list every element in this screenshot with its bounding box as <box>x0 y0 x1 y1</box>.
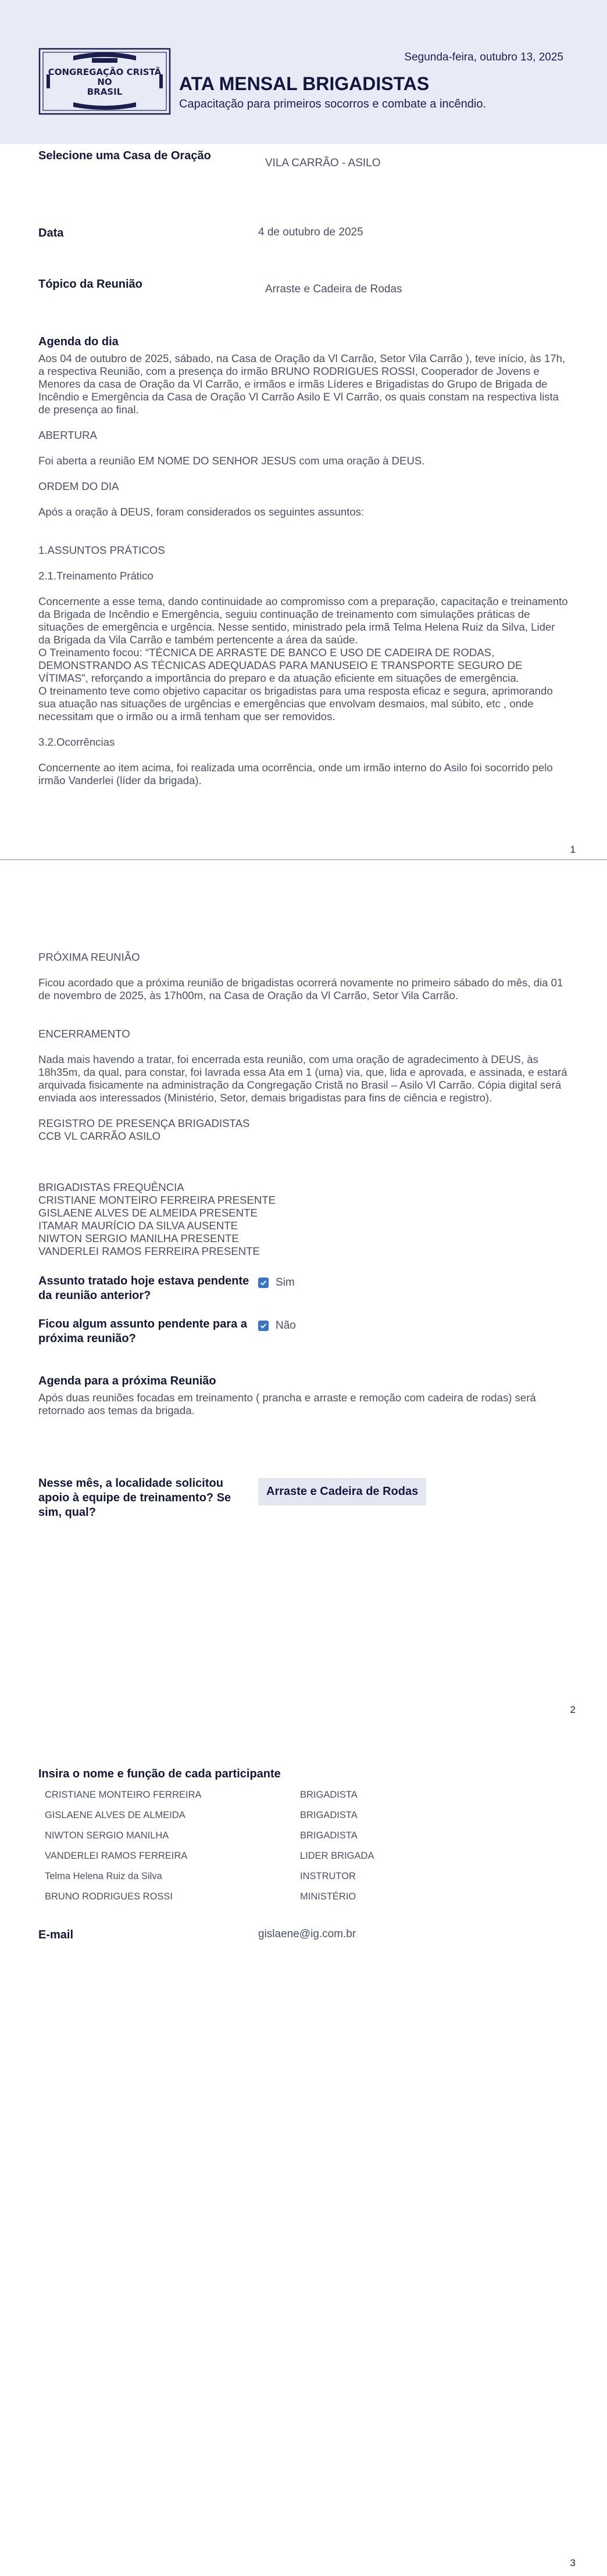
next-agenda-label: Agenda para a próxima Reunião <box>38 1375 216 1387</box>
paragraph <box>38 723 569 736</box>
paragraph: O Treinamento focou: “TÉCNICA DE ARRASTE DE BANCO E USO DE CADEIRA DE RODAS, DEMONSTRANDO AS TÉCNICAS ADEQUADAS PARA MANUSEIO E TRANSPORTE SEGURO DE VÍTIMAS”, reforçando a importância do preparo e da atuação eficiente em situações de emergência. <box>38 646 523 684</box>
paragraph <box>38 964 569 976</box>
agenda-text-page2 <box>38 951 569 1258</box>
paragraph <box>38 582 569 595</box>
paragraph <box>38 442 569 455</box>
page-1 <box>0 0 607 860</box>
topico-value: Arraste e Cadeira de Rodas <box>265 283 402 295</box>
paragraph <box>38 531 569 544</box>
paragraph <box>38 1040 569 1053</box>
page-number: 2 <box>570 1704 576 1715</box>
paragraph <box>38 1002 569 1015</box>
organization-logo <box>38 46 171 116</box>
participant-name: CRISTIANE MONTEIRO FERREIRA <box>45 1790 202 1800</box>
paragraph: Aos 04 de outubro de 2025, sábado, na Casa de Oração da Vl Carrão, Setor Vila Carrão ), teve início, às 17h, a respectiva Reunião, com a presença do irmão BRUNO RODRIGUES ROSSI, Cooperador de Jovens e Menores da casa de Oração da Vl Carrão, e irmãos e irmãs Líderes e Brigadistas do Grupo de Brigada de Incêndio e Emergência da Casa de Oração Vl Carrão Asilo E Vl Carrão, os quais constam na respectiva lista de presença ao final. <box>38 352 566 416</box>
page-2 <box>0 860 607 1720</box>
paragraph: GISLAENE ALVES DE ALMEIDA PRESENTE <box>38 1207 258 1219</box>
participant-role: BRIGADISTA <box>300 1830 358 1841</box>
participant-name: BRUNO RODRIGUES ROSSI <box>45 1891 173 1902</box>
q1-answer-text: Sim <box>276 1276 295 1289</box>
paragraph: CRISTIANE MONTEIRO FERREIRA PRESENTE <box>38 1194 276 1206</box>
paragraph <box>38 467 569 480</box>
paragraph <box>38 493 569 506</box>
paragraph: Nada mais havendo a tratar, foi encerrada esta reunião, com uma oração de agradecimento à DEUS, às 18h35m, da qual, para constar, foi lavrada essa Ata em 1 (uma) via, que, lida e aprovada, e assinada, e estará arquivada fisicamente na administração da Congregação Cristã no Brasil – Asilo Vl Carrão. Cópia digital será enviada aos interessados (Ministério, Setor, demais brigadistas para fins de ciência e registro). <box>38 1053 567 1104</box>
q1-answer[interactable] <box>258 1276 295 1289</box>
participant-role: MINISTÉRIO <box>300 1891 356 1902</box>
agenda-text-page1 <box>38 352 569 787</box>
topico-label: Tópico da Reunião <box>38 278 142 291</box>
paragraph <box>38 557 569 570</box>
email-label: E-mail <box>38 1929 74 1941</box>
participant-role: BRIGADISTA <box>300 1810 358 1820</box>
casa-label: Selecione uma Casa de Oração <box>38 149 211 162</box>
participant-role: LIDER BRIGADA <box>300 1851 374 1861</box>
page-3 <box>0 1720 607 2576</box>
q3-answer: Arraste e Cadeira de Rodas <box>258 1478 426 1505</box>
paragraph <box>38 1143 569 1155</box>
paragraph <box>38 518 569 531</box>
page-subtitle: Capacitação para primeiros socorros e combate a incêndio. <box>179 98 487 110</box>
participants-label: Insira o nome e função de cada participante <box>38 1768 281 1780</box>
paragraph: Concernente ao item acima, foi realizada uma ocorrência, onde um irmão interno do Asilo foi socorrido pelo irmão Vanderlei (líder da brigada). <box>38 761 553 786</box>
paragraph <box>38 749 569 761</box>
header-banner <box>0 0 607 144</box>
checkbox-checked-icon[interactable] <box>258 1278 269 1288</box>
paragraph: 3.2.Ocorrências <box>38 736 115 748</box>
paragraph: ITAMAR MAURÍCIO DA SILVA AUSENTE <box>38 1219 238 1232</box>
paragraph <box>38 416 569 429</box>
page-number: 1 <box>570 844 576 855</box>
q2-label: Ficou algum assunto pendente para a próxima reunião? <box>38 1318 247 1345</box>
paragraph <box>38 1155 569 1168</box>
participant-role: BRIGADISTA <box>300 1790 358 1800</box>
paragraph <box>38 1015 569 1028</box>
next-agenda-text: Após duas reuniões focadas em treinamento ( prancha e arraste e remoção com cadeira de rodas) será retornado aos temas da brigada. <box>38 1391 536 1416</box>
q2-answer-text: Não <box>276 1319 296 1332</box>
paragraph: ORDEM DO DIA <box>38 480 119 492</box>
q2-answer[interactable] <box>258 1319 296 1332</box>
participant-name: GISLAENE ALVES DE ALMEIDA <box>45 1810 185 1820</box>
paragraph: 1.ASSUNTOS PRÁTICOS <box>38 544 165 556</box>
paragraph: O treinamento teve como objetivo capacitar os brigadistas para uma resposta eficaz e segura, aprimorando sua atuação nas situações de urgências e emergências que envolvam desmaios, mal súbito, etc , onde necessitam que o irmão ou a irmã tenham que ser removidos. <box>38 685 553 722</box>
paragraph: ENCERRAMENTO <box>38 1028 130 1040</box>
header-date: Segunda-feira, outubro 13, 2025 <box>404 51 563 63</box>
email-value: gislaene@ig.com.br <box>258 1928 356 1940</box>
participant-role: INSTRUTOR <box>300 1871 356 1881</box>
agenda-label: Agenda do dia <box>38 335 119 348</box>
paragraph: BRIGADISTAS FREQUÊNCIA <box>38 1181 184 1193</box>
paragraph: 2.1.Treinamento Prático <box>38 570 153 582</box>
paragraph: PRÓXIMA REUNIÃO <box>38 951 140 963</box>
q1-label: Assunto tratado hoje estava pendente da reunião anterior? <box>38 1275 249 1302</box>
paragraph: Foi aberta a reunião EM NOME DO SENHOR JESUS com uma oração à DEUS. <box>38 455 425 467</box>
paragraph: CCB VL CARRÃO ASILO <box>38 1130 161 1142</box>
participant-name: NIWTON SERGIO MANILHA <box>45 1830 169 1841</box>
checkbox-checked-icon[interactable] <box>258 1321 269 1331</box>
paragraph <box>38 1168 569 1181</box>
logo-text: CONGREGAÇÃO CRISTÃ NO BRASIL <box>48 67 162 97</box>
q3-label: Nesse mês, a localidade solicitou apoio à equipe de treinamento? Se sim, qual? <box>38 1477 231 1519</box>
paragraph: Concernente a esse tema, dando continuidade ao compromisso com a preparação, capacitação e treinamento da Brigada de Incêndio e Emergência, seguiu continuação de treinamento com simulações práticas de situações de emergência e urgência. Nesse sentido, ministrado pela irmã Telma Helena Ruiz da Silva, Lider da Brigada da Vila Carrão e também pertencente a área da saúde. <box>38 595 568 646</box>
paragraph: ABERTURA <box>38 429 97 441</box>
participant-name: Telma Helena Ruiz da Silva <box>45 1871 162 1881</box>
paragraph: REGISTRO DE PRESENÇA BRIGADISTAS <box>38 1117 250 1129</box>
data-label: Data <box>38 227 64 239</box>
paragraph: Após a oração à DEUS, foram considerados os seguintes assuntos: <box>38 506 365 518</box>
paragraph: Ficou acordado que a próxima reunião de brigadistas ocorrerá novamente no primeiro sábado do mês, dia 01 de novembro de 2025, às 17h00m, na Casa de Oração da Vl Carrão, Setor Vila Carrão. <box>38 976 563 1001</box>
page-title: ATA MENSAL BRIGADISTAS <box>179 73 430 94</box>
paragraph <box>38 1104 569 1117</box>
data-value: 4 de outubro de 2025 <box>258 226 363 238</box>
participant-name: VANDERLEI RAMOS FERREIRA <box>45 1851 188 1861</box>
paragraph: VANDERLEI RAMOS FERREIRA PRESENTE <box>38 1245 260 1257</box>
paragraph: NIWTON SERGIO MANILHA PRESENTE <box>38 1232 239 1244</box>
casa-value: VILA CARRÃO - ASILO <box>265 157 381 169</box>
page-number: 3 <box>570 2557 576 2568</box>
